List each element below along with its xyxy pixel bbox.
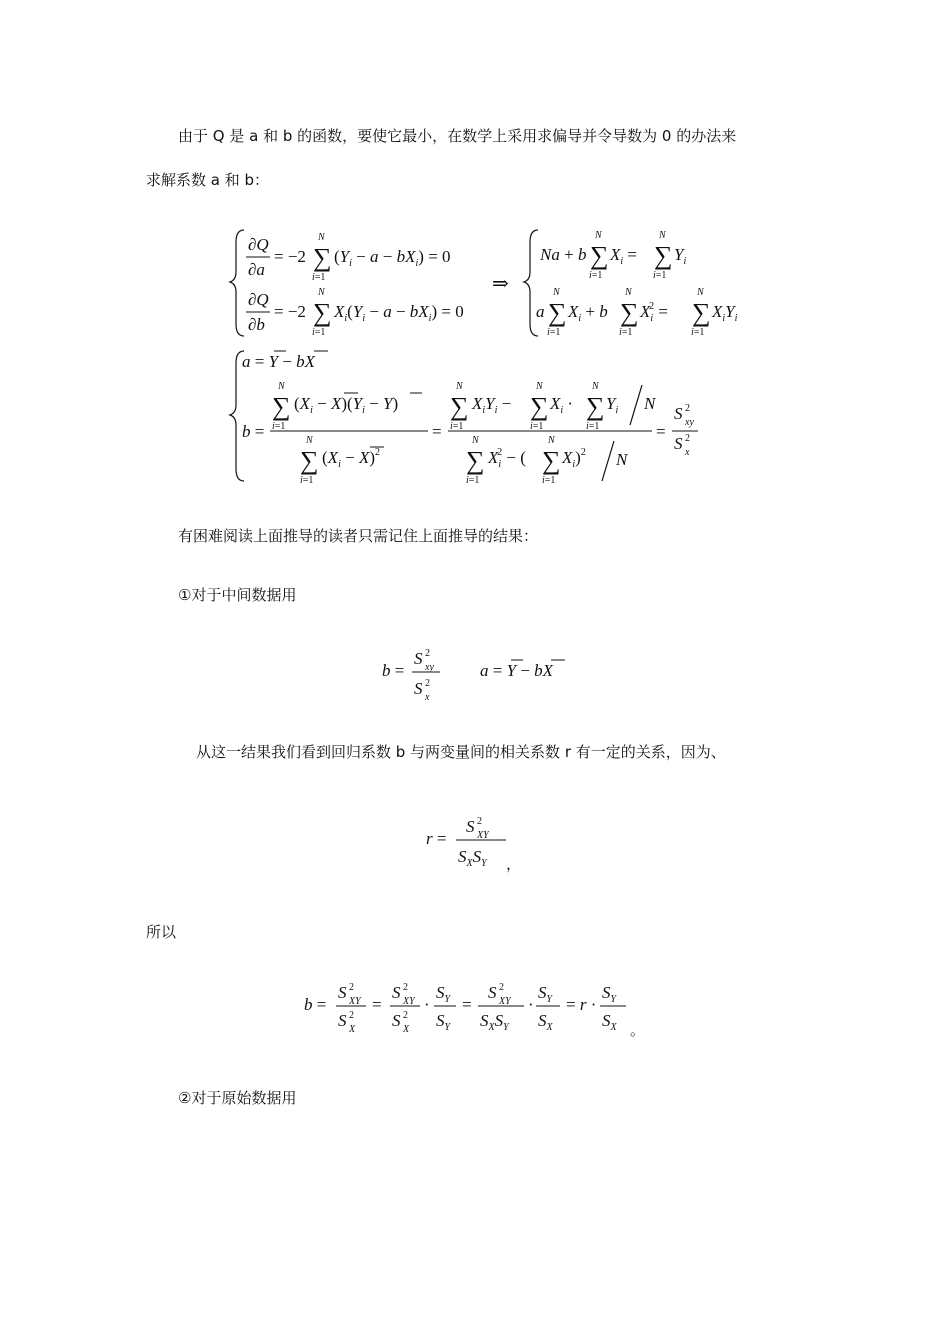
svg-text:SY: $S_Y$ — [436, 1011, 451, 1033]
svg-text:XY: XY — [403, 996, 415, 1007]
svg-text:N: N — [318, 232, 325, 243]
comma-after-r: ， — [506, 855, 522, 873]
svg-text:N: N — [659, 230, 666, 241]
svg-text:2: 2 — [685, 403, 690, 414]
svg-text:Yi: $Y_i$ — [674, 245, 687, 267]
svg-text:Xi =: $X_i$ = — [610, 245, 638, 267]
svg-text:i=1: i=1 — [653, 270, 667, 281]
svg-text:= −2: = −2 — [274, 302, 306, 321]
svg-text:SY: $S_Y$ — [602, 983, 617, 1005]
b-in-terms-of-r-formula — [304, 978, 644, 1042]
svg-text:Na + b: Na + b — [540, 245, 587, 264]
svg-text:SY: $S_Y$ — [538, 983, 553, 1005]
svg-text:i=1: i=1 — [542, 475, 556, 486]
svg-text:∂b: ∂b — [248, 315, 265, 334]
svg-text:XY: XY — [477, 830, 489, 841]
svg-text:SX: $S_X$ — [538, 1011, 553, 1033]
svg-text:S: S — [392, 1011, 401, 1030]
svg-text:i=1: i=1 — [691, 327, 705, 338]
svg-text:∑: ∑ — [548, 298, 567, 327]
relation-paragraph: 从这一结果我们看到回归系数 b 与两变量间的相关系数 r 有一定的关系，因为、 — [196, 743, 726, 761]
svg-text:Xi2 =: $X_i2$ = — [640, 301, 669, 324]
svg-text:S: S — [392, 983, 401, 1002]
svg-text:∑: ∑ — [586, 392, 605, 421]
svg-text:N: N — [456, 381, 463, 392]
svg-text:x: x — [685, 447, 690, 458]
svg-text:S: S — [488, 983, 497, 1002]
svg-text:2: 2 — [477, 816, 482, 827]
intro-line-2: 求解系数 a 和 b： — [146, 171, 270, 189]
svg-text:XY: XY — [499, 996, 511, 1007]
svg-text:∑: ∑ — [654, 241, 673, 270]
svg-text:i=1: i=1 — [466, 475, 480, 486]
svg-text:∑: ∑ — [450, 392, 469, 421]
svg-text:SY: $S_Y$ — [436, 983, 451, 1005]
svg-text:S: S — [338, 983, 347, 1002]
svg-text:i=1: i=1 — [586, 421, 600, 432]
svg-text:xy: xy — [425, 662, 434, 673]
svg-text:i=1: i=1 — [450, 421, 464, 432]
svg-text:N: N — [592, 381, 599, 392]
svg-text:Xi)2: $X_i)^2$ — [562, 447, 586, 470]
svg-text:x: x — [425, 692, 430, 703]
svg-text:SXSY: $S_XS_Y$ — [480, 1011, 509, 1033]
svg-text:= −2: = −2 — [274, 247, 306, 266]
svg-text:∑: ∑ — [300, 446, 319, 475]
svg-text:N: N — [472, 435, 479, 446]
svg-text:2: 2 — [499, 982, 504, 993]
svg-text:i=1: i=1 — [589, 270, 603, 281]
svg-text:Xi ·: $X_i$ · — [550, 394, 574, 416]
svg-text:S: S — [338, 1011, 347, 1030]
svg-text:·: · — [424, 995, 430, 1014]
svg-text:N: N — [616, 450, 628, 469]
so-label: 所以 — [146, 923, 177, 941]
svg-text:∂Q: ∂Q — [248, 290, 269, 309]
svg-text:⇒: ⇒ — [492, 273, 509, 295]
svg-text:∑: ∑ — [530, 392, 549, 421]
svg-text:a: a — [536, 302, 545, 321]
svg-text:N: N — [625, 287, 632, 298]
svg-text:XiYi: $X_iY_i$ — [712, 302, 738, 324]
svg-text:xy: xy — [685, 417, 694, 428]
svg-text:i=1: i=1 — [272, 421, 286, 432]
svg-text:(Yi − a − bXi) = 0: $(Y_i - a - bX_i) = 0$ — [334, 247, 451, 269]
partial-derivative-system-equation — [230, 222, 790, 342]
svg-text:∑: ∑ — [313, 243, 332, 272]
svg-text:N: N — [644, 394, 656, 413]
svg-text:2: 2 — [403, 1010, 408, 1021]
svg-text:∑: ∑ — [692, 298, 711, 327]
svg-text:S: S — [674, 404, 683, 423]
svg-text:2: 2 — [349, 1010, 354, 1021]
svg-text:∑: ∑ — [590, 241, 609, 270]
hard-to-read-note: 有困难阅读上面推导的读者只需记住上面推导的结果： — [178, 527, 539, 545]
svg-text:∑: ∑ — [272, 392, 291, 421]
svg-text:=: = — [656, 422, 666, 441]
svg-text:·: · — [528, 995, 534, 1014]
svg-text:=: = — [372, 995, 382, 1014]
svg-text:(Xi − X)(Yi − Y): $(X_i - X)(Y_i - Y)$ — [294, 394, 399, 416]
intro-line-1: 由于 Q 是 a 和 b 的函数，要使它最小，在数学上采用求偏导并令导数为 0 的办法来 — [178, 127, 737, 145]
svg-text:i=1: i=1 — [530, 421, 544, 432]
svg-text:S: S — [466, 817, 475, 836]
svg-text:b =: b = — [382, 661, 405, 680]
svg-text:∂a: ∂a — [248, 260, 265, 279]
svg-text:Yi: $Y_i$ — [606, 394, 619, 416]
regression-coefficients-solution-equation — [230, 345, 730, 485]
svg-text:N: N — [278, 381, 285, 392]
svg-text:a = Y − bX: a = Y − bX — [242, 352, 316, 371]
svg-text:2: 2 — [425, 648, 430, 659]
svg-text:N: N — [306, 435, 313, 446]
svg-text:N: N — [536, 381, 543, 392]
svg-text:i=1: i=1 — [312, 272, 326, 283]
svg-text:S: S — [414, 679, 423, 698]
svg-text:N: N — [595, 230, 602, 241]
svg-text:Xi(Yi − a − bXi) = 0: $X_i(Y_i - a - bX_i) = 0$ — [334, 302, 464, 324]
svg-text:i=1: i=1 — [312, 327, 326, 338]
svg-text:=: = — [462, 995, 472, 1014]
svg-text:∑: ∑ — [620, 298, 639, 327]
period-after-b: 。 — [630, 1021, 646, 1039]
item-1-intermediate-data: ①对于中间数据用 — [178, 586, 297, 604]
svg-text:∂Q: ∂Q — [248, 235, 269, 254]
svg-text:=: = — [432, 422, 442, 441]
svg-text:2: 2 — [685, 433, 690, 444]
svg-text:2: 2 — [349, 982, 354, 993]
svg-text:XY: XY — [349, 996, 361, 1007]
svg-text:2: 2 — [425, 678, 430, 689]
svg-text:SXSY: $S_XS_Y$ — [458, 847, 487, 869]
svg-text:N: N — [697, 287, 704, 298]
svg-text:SX: $S_X$ — [602, 1011, 617, 1033]
svg-text:∑: ∑ — [542, 446, 561, 475]
svg-text:i=1: i=1 — [300, 475, 314, 486]
svg-text:(Xi − X)2: $(X_i - X)^2$ — [322, 447, 380, 470]
intermediate-data-formula — [382, 642, 582, 702]
svg-text:i=1: i=1 — [619, 327, 633, 338]
svg-text:∑: ∑ — [313, 298, 332, 327]
svg-text:Xi2 − (: $X_i2$ − ( — [488, 447, 526, 470]
svg-text:XiYi −: $X_iY_i$ − — [472, 394, 512, 416]
svg-text:Xi + b: $X_i + b$ — [568, 302, 608, 324]
svg-text:X: X — [349, 1024, 356, 1035]
svg-text:∑: ∑ — [466, 446, 485, 475]
svg-text:a = Y − bX: a = Y − bX — [480, 661, 554, 680]
svg-text:X: X — [403, 1024, 410, 1035]
svg-text:N: N — [548, 435, 555, 446]
svg-text:r =: r = — [426, 829, 447, 848]
svg-text:b =: b = — [304, 995, 327, 1014]
svg-text:N: N — [318, 287, 325, 298]
svg-text:= r ·: = r · — [566, 995, 597, 1014]
svg-text:S: S — [674, 434, 683, 453]
svg-text:N: N — [553, 287, 560, 298]
svg-text:b =: b = — [242, 422, 265, 441]
svg-text:S: S — [414, 649, 423, 668]
svg-text:2: 2 — [403, 982, 408, 993]
svg-text:i=1: i=1 — [547, 327, 561, 338]
item-2-raw-data: ②对于原始数据用 — [178, 1089, 297, 1107]
